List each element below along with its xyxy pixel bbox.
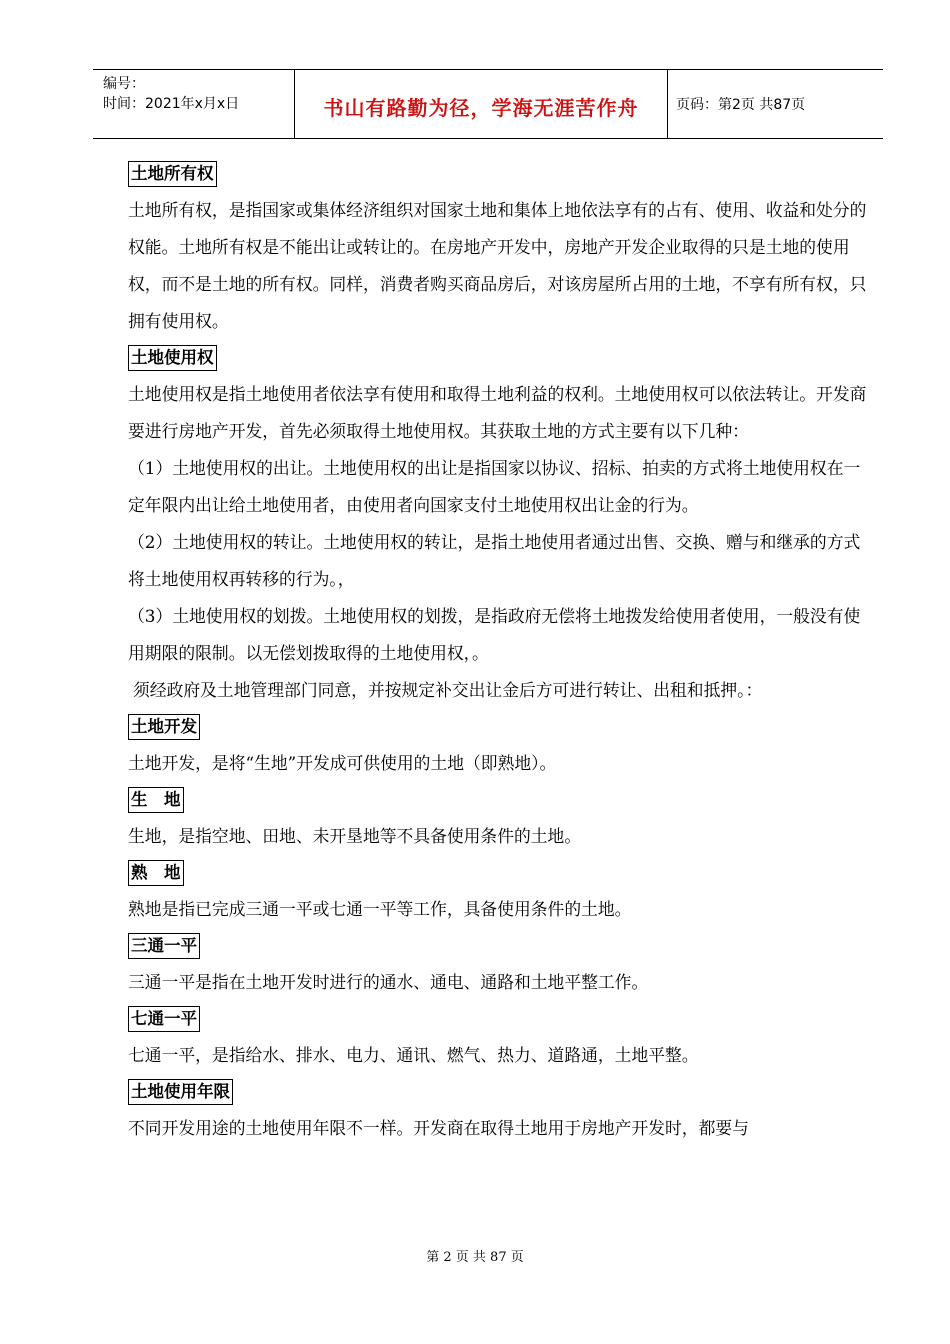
paragraph: 生地，是指空地、田地、未开垦地等不具备使用条件的土地。 [128,826,582,846]
term-heading [128,928,868,964]
paragraph: 不同开发用途的土地使用年限不一样。开发商在取得土地用于房地产开发时，都要与 [128,1118,749,1138]
term-label: 三通一平 [128,933,200,959]
term-label: 熟 地 [128,860,184,886]
term-heading [128,782,868,818]
term-heading [128,855,868,891]
page-footer: 第 2 页 共 87 页 [426,1250,524,1265]
term-heading [128,709,868,745]
term-heading [128,156,868,192]
header-meta-cell [93,70,295,138]
term-label: 七通一平 [128,1006,200,1032]
term-label: 土地使用年限 [128,1079,233,1105]
header-table [93,69,883,139]
page-info: 页码：第2页 共87页 [676,97,806,113]
term-heading [128,1074,868,1110]
term-heading [128,1001,868,1037]
paragraph: 须经政府及土地管理部门同意，并按规定补交出让金后方可进行转让、出租和抵押。： [133,680,763,700]
paragraph: 熟地是指已完成三通一平或七通一平等工作，具备使用条件的土地。 [128,899,632,919]
term-label: 生 地 [128,787,184,813]
code-label: 编号： [103,76,145,92]
term-label: 土地所有权 [128,161,217,187]
paragraph: 土地所有权，是指国家或集体经济组织对国家土地和集体上地依法享有的占有、使用、收益和处分的权能。土地所有权是不能出让或转让的。在房地产开发中，房地产开发企业取得的只是土地的使用权，而不是土地的所有权。同样，消费者购买商品房后，对该房屋所占用的土地，不享有所有权，只拥有使用权。 [128,200,867,331]
time-label: 时间：2021年x月x日 [103,96,240,112]
paragraph: （3）土地使用权的划拨。土地使用权的划拨，是指政府无偿将土地拨发给使用者使用，一般没有使用期限的限制。以无偿划拨取得的土地使用权，。 [128,606,861,663]
term-label: 土地开发 [128,714,200,740]
term-label: 土地使用权 [128,345,217,371]
paragraph: 七通一平，是指给水、排水、电力、通讯、燃气、热力、道路通，土地平整。 [128,1045,699,1065]
motto-text: 书山有路勤为径，学海无涯苦作舟 [323,96,639,120]
term-heading [128,340,868,376]
paragraph: 土地使用权是指土地使用者依法享有使用和取得土地利益的权利。土地使用权可以依法转让。开发商要进行房地产开发，首先必须取得土地使用权。其获取土地的方式主要有以下几种： [128,384,867,441]
paragraph: 三通一平是指在土地开发时进行的通水、通电、通路和土地平整工作。 [128,972,649,992]
paragraph: （1）土地使用权的出让。土地使用权的出让是指国家以协议、招标、拍卖的方式将土地使用权在一定年限内出让给土地使用者，由使用者向国家支付土地使用权出让金的行为。 [128,458,861,515]
header-motto-cell [295,70,668,138]
paragraph: （2）土地使用权的转让。土地使用权的转让，是指土地使用者通过出售、交换、赠与和继承的方式将土地使用权再转移的行为。， [128,532,861,589]
paragraph: 土地开发，是将“生地”开发成可供使用的土地（即熟地）。 [128,753,557,773]
document-body [128,156,868,1147]
header-page-cell [668,70,883,138]
